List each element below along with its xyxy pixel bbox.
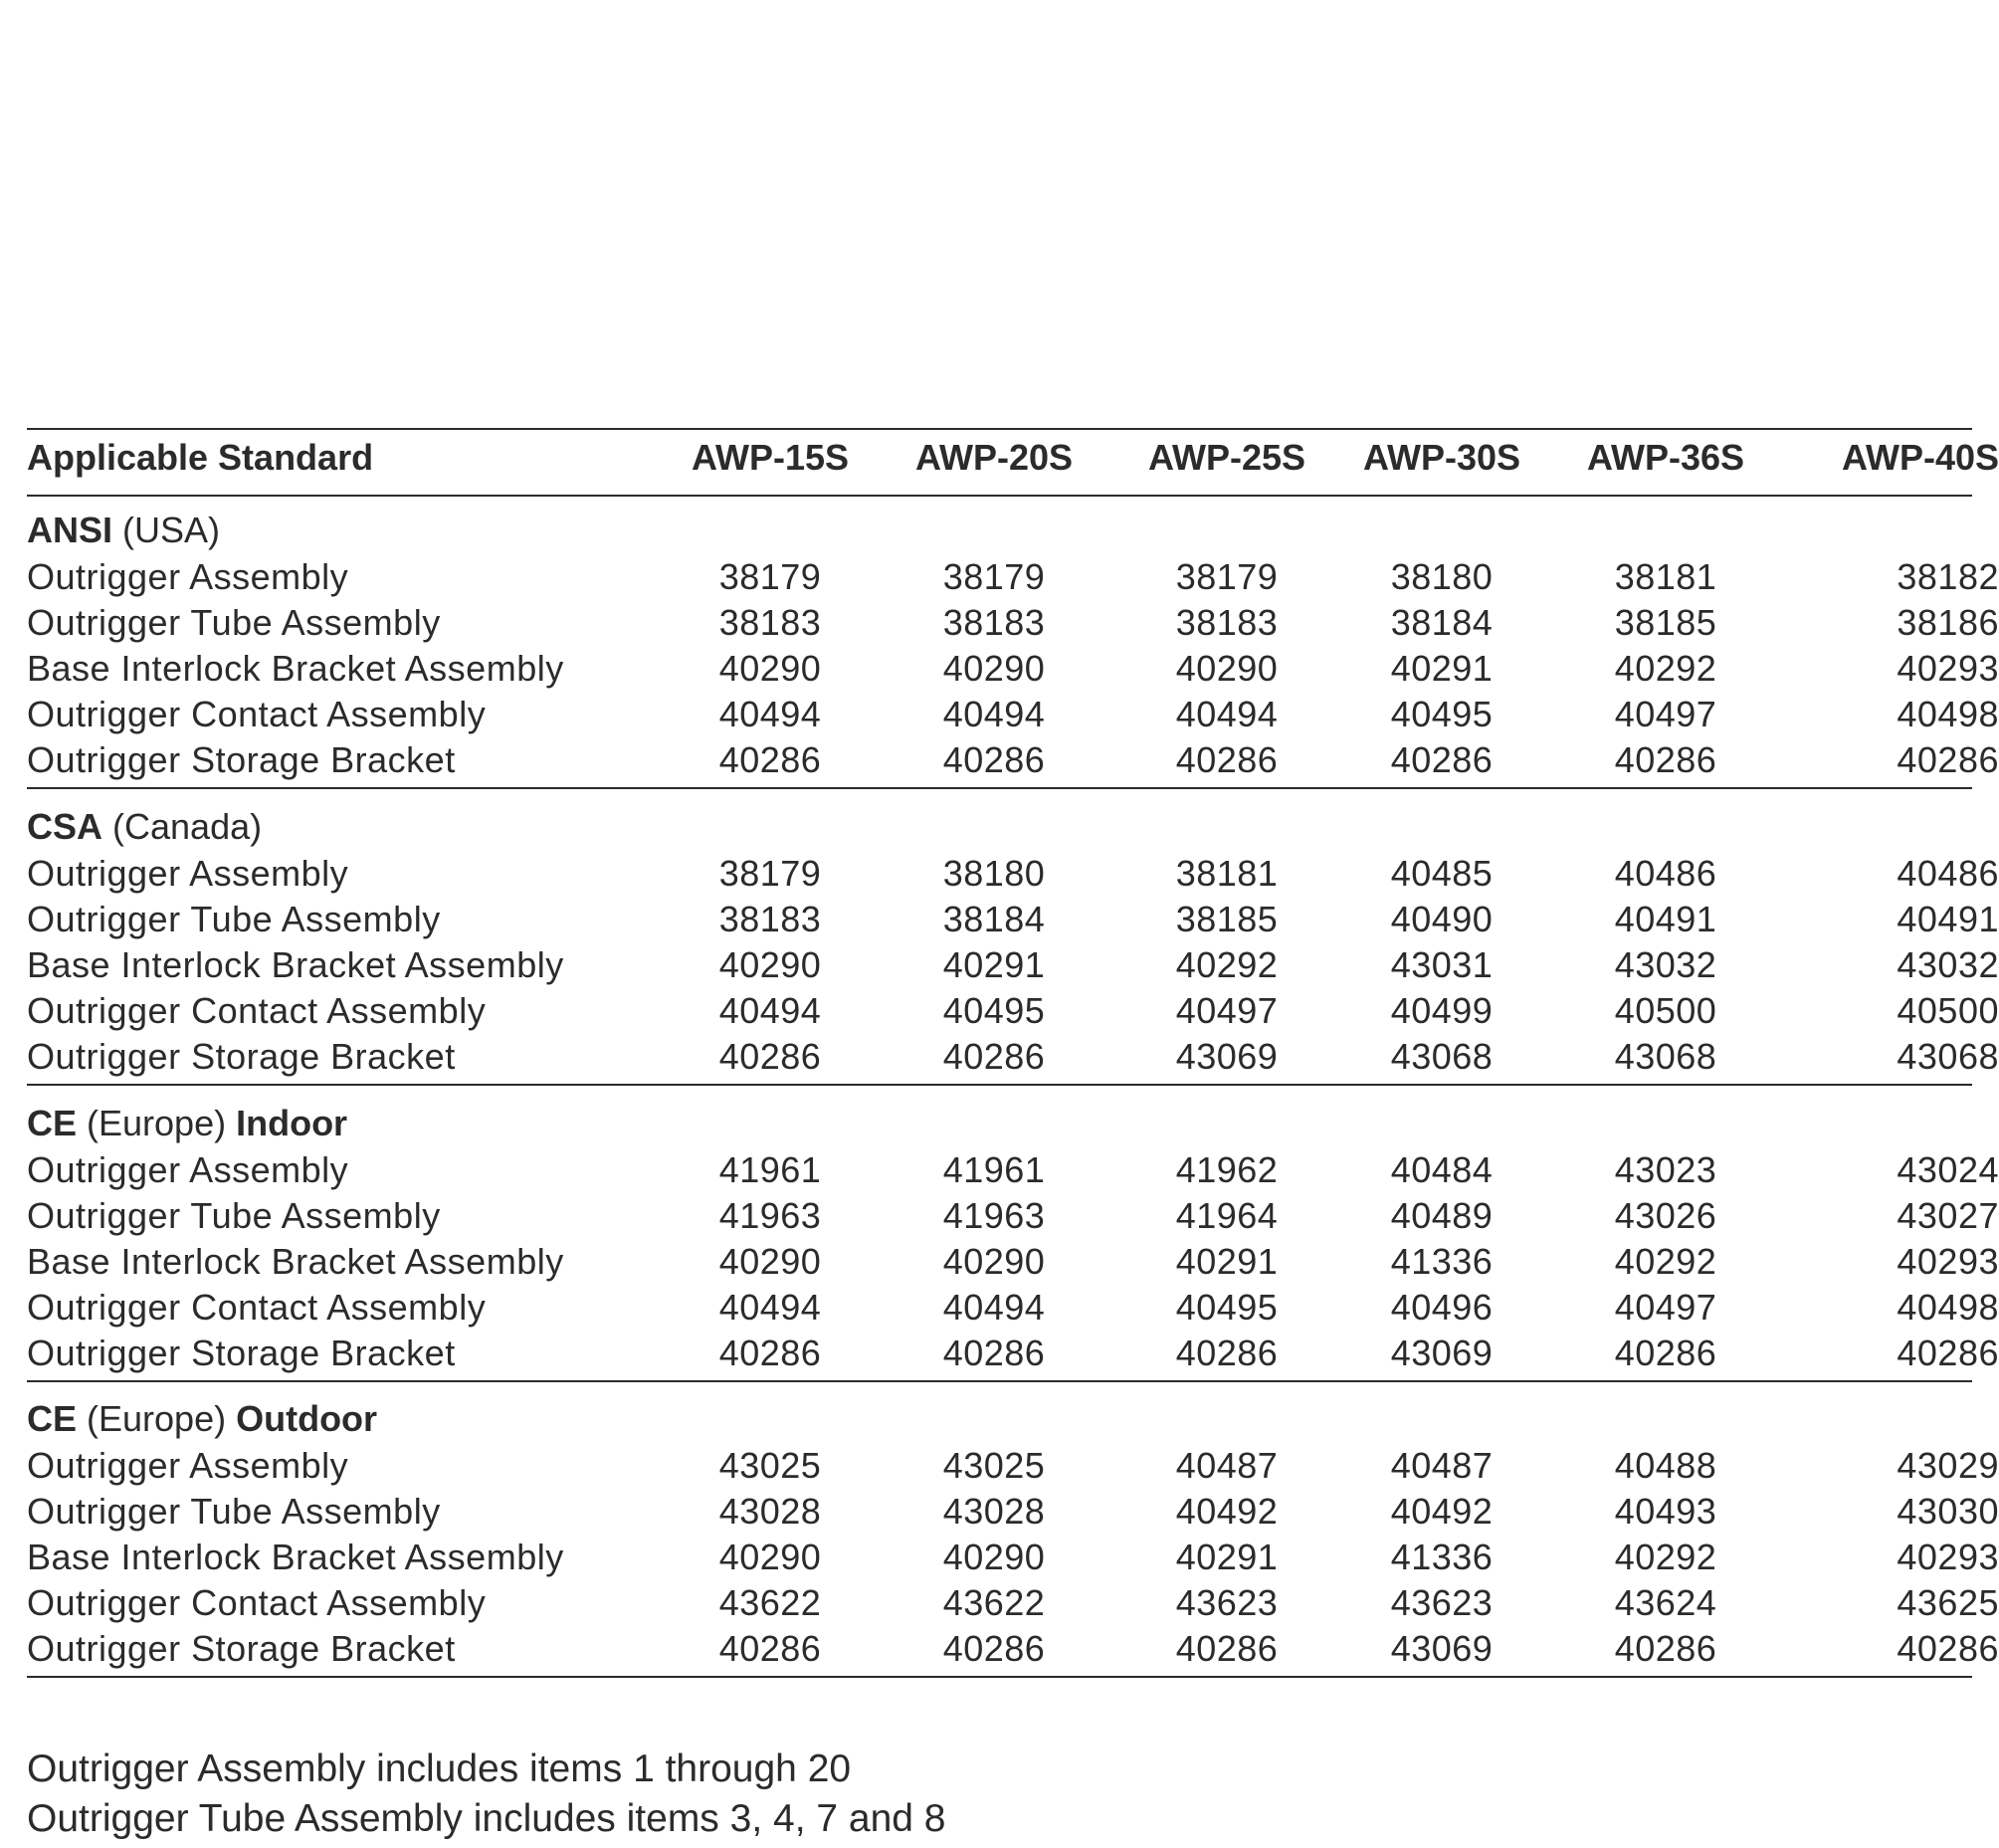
header-bottom-rule — [27, 495, 1972, 497]
part-number-cell: 40500 — [1897, 990, 1999, 1031]
table-row — [27, 648, 1999, 697]
part-number-cell: 40292 — [1614, 648, 1717, 689]
table-row — [27, 944, 1999, 993]
part-number-cell: 40292 — [1175, 944, 1279, 985]
row-label: Outrigger Contact Assembly — [27, 694, 487, 734]
part-number-cell: 40494 — [942, 1287, 1046, 1328]
row-label: Base Interlock Bracket Assembly — [27, 944, 564, 985]
part-number-cell: 40492 — [1390, 1491, 1494, 1532]
section-bottom-rule — [27, 1676, 1972, 1678]
part-number-cell: 43030 — [1897, 1491, 1999, 1532]
header-model: AWP-36S — [1586, 437, 1745, 478]
table-row — [27, 990, 1999, 1039]
part-number-cell: 40488 — [1614, 1445, 1717, 1486]
part-number-cell: 43029 — [1897, 1445, 1999, 1486]
header-model: AWP-30S — [1362, 437, 1521, 478]
part-number-cell: 43032 — [1897, 944, 1999, 985]
part-number-cell: 43069 — [1175, 1036, 1279, 1077]
part-number-cell: 43028 — [942, 1491, 1046, 1532]
part-number-cell: 40484 — [1390, 1149, 1494, 1190]
part-number-cell: 40486 — [1614, 853, 1717, 894]
part-number-cell: 43031 — [1390, 944, 1494, 985]
part-number-cell: 40290 — [1175, 648, 1279, 689]
part-number-cell: 41964 — [1175, 1195, 1279, 1236]
section-title — [27, 1398, 378, 1439]
part-number-cell: 38179 — [718, 853, 822, 894]
row-label: Outrigger Tube Assembly — [27, 602, 441, 643]
part-number-cell: 40286 — [1175, 1628, 1279, 1669]
part-number-cell: 43032 — [1614, 944, 1717, 985]
section-standard-name: ANSI — [27, 510, 113, 550]
part-number-cell: 43028 — [718, 1491, 822, 1532]
part-number-cell: 41962 — [1175, 1149, 1279, 1190]
part-number-cell: 41961 — [942, 1149, 1046, 1190]
table-row — [27, 853, 1999, 902]
part-number-cell: 41336 — [1390, 1241, 1494, 1282]
part-number-cell: 40494 — [942, 694, 1046, 734]
part-number-cell: 40286 — [718, 1333, 822, 1373]
part-number-cell: 40495 — [942, 990, 1046, 1031]
row-label: Outrigger Contact Assembly — [27, 1582, 487, 1623]
part-number-cell: 40493 — [1614, 1491, 1717, 1532]
note-line: Outrigger Assembly includes items 1 through 20 — [27, 1747, 852, 1790]
header-model: AWP-40S — [1841, 437, 1999, 478]
section-region: (USA) — [112, 510, 221, 550]
table-row — [27, 602, 1999, 651]
part-number-cell: 40494 — [718, 990, 822, 1031]
row-label: Outrigger Assembly — [27, 1149, 349, 1190]
part-number-cell: 41961 — [718, 1149, 822, 1190]
part-number-cell: 38185 — [1614, 602, 1717, 643]
row-label: Outrigger Contact Assembly — [27, 1287, 487, 1328]
part-number-cell: 43622 — [942, 1582, 1046, 1623]
part-number-cell: 40291 — [942, 944, 1046, 985]
part-number-cell: 40286 — [1175, 1333, 1279, 1373]
part-number-cell: 40293 — [1897, 1241, 1999, 1282]
part-number-cell: 40290 — [942, 1241, 1046, 1282]
part-number-cell: 40286 — [942, 1628, 1046, 1669]
part-number-cell: 40487 — [1175, 1445, 1279, 1486]
part-number-cell: 40286 — [1897, 1333, 1999, 1373]
row-label: Outrigger Assembly — [27, 556, 349, 597]
section-standard-name: CE — [27, 1398, 78, 1439]
part-number-cell: 43624 — [1614, 1582, 1717, 1623]
part-number-cell: 43025 — [718, 1445, 822, 1486]
part-number-cell: 38179 — [718, 556, 822, 597]
section-standard-name: CE — [27, 1103, 78, 1143]
part-number-cell: 40497 — [1175, 990, 1279, 1031]
part-number-cell: 40290 — [942, 648, 1046, 689]
table-row — [27, 1628, 1999, 1677]
part-number-cell: 40495 — [1390, 694, 1494, 734]
section-title — [27, 1103, 348, 1143]
row-label: Base Interlock Bracket Assembly — [27, 1241, 564, 1282]
part-number-cell: 40494 — [718, 1287, 822, 1328]
part-number-cell: 40290 — [718, 1241, 822, 1282]
section-bottom-rule — [27, 1084, 1972, 1086]
part-number-cell: 40485 — [1390, 853, 1494, 894]
section-environment: Indoor — [236, 1103, 348, 1143]
row-label: Base Interlock Bracket Assembly — [27, 648, 564, 689]
part-number-cell: 40490 — [1390, 899, 1494, 939]
part-number-cell: 40290 — [718, 1537, 822, 1577]
row-label: Outrigger Storage Bracket — [27, 739, 456, 780]
header-model: AWP-25S — [1147, 437, 1306, 478]
table-row — [27, 899, 1999, 947]
part-number-cell: 40500 — [1614, 990, 1717, 1031]
part-number-cell: 41963 — [718, 1195, 822, 1236]
part-number-cell: 43068 — [1390, 1036, 1494, 1077]
part-number-cell: 38183 — [942, 602, 1046, 643]
part-number-cell: 41963 — [942, 1195, 1046, 1236]
note-line: Outrigger Tube Assembly includes items 3, 4, 7 and 8 — [27, 1797, 946, 1840]
part-number-cell: 40495 — [1175, 1287, 1279, 1328]
part-number-cell: 40290 — [718, 944, 822, 985]
table-row — [27, 1149, 1999, 1198]
part-number-cell: 40286 — [942, 1333, 1046, 1373]
part-number-cell: 40497 — [1614, 1287, 1717, 1328]
part-number-cell: 40286 — [1614, 739, 1717, 780]
table-header-row — [27, 437, 1999, 490]
part-number-cell: 40286 — [1897, 1628, 1999, 1669]
part-number-cell: 40492 — [1175, 1491, 1279, 1532]
part-number-cell: 41336 — [1390, 1537, 1494, 1577]
table-row — [27, 739, 1999, 788]
header-model: AWP-20S — [914, 437, 1074, 478]
part-number-cell: 40291 — [1390, 648, 1494, 689]
part-number-cell: 40290 — [718, 648, 822, 689]
part-number-cell: 40293 — [1897, 1537, 1999, 1577]
section-bottom-rule — [27, 1380, 1972, 1382]
part-number-cell: 38180 — [942, 853, 1046, 894]
section-title — [27, 806, 263, 847]
section-standard-name: CSA — [27, 806, 103, 847]
part-number-cell: 40499 — [1390, 990, 1494, 1031]
part-number-cell: 43625 — [1897, 1582, 1999, 1623]
part-number-cell: 40286 — [1614, 1628, 1717, 1669]
part-number-cell: 40498 — [1897, 1287, 1999, 1328]
row-label: Outrigger Assembly — [27, 1445, 349, 1486]
header-model: AWP-15S — [691, 437, 850, 478]
part-number-cell: 38184 — [942, 899, 1046, 939]
part-number-cell: 40286 — [718, 1036, 822, 1077]
part-number-cell: 43026 — [1614, 1195, 1717, 1236]
part-number-cell: 40491 — [1897, 899, 1999, 939]
section-bottom-rule — [27, 787, 1972, 789]
table-row — [27, 1333, 1999, 1381]
table-row — [27, 694, 1999, 742]
row-label: Base Interlock Bracket Assembly — [27, 1537, 564, 1577]
part-number-cell: 40286 — [1390, 739, 1494, 780]
table-row — [27, 1582, 1999, 1631]
part-number-cell: 38186 — [1897, 602, 1999, 643]
part-number-cell: 43623 — [1175, 1582, 1279, 1623]
table-row — [27, 1195, 1999, 1244]
part-number-cell: 38183 — [718, 899, 822, 939]
part-number-cell: 40496 — [1390, 1287, 1494, 1328]
part-number-cell: 40486 — [1897, 853, 1999, 894]
part-number-cell: 43024 — [1897, 1149, 1999, 1190]
row-label: Outrigger Tube Assembly — [27, 1195, 441, 1236]
part-number-cell: 40293 — [1897, 648, 1999, 689]
table-top-rule — [27, 428, 1972, 430]
part-number-cell: 38182 — [1897, 556, 1999, 597]
table-row — [27, 1241, 1999, 1290]
section-region: (Canada) — [102, 806, 263, 847]
part-number-cell: 43069 — [1390, 1628, 1494, 1669]
part-number-cell: 38179 — [1175, 556, 1279, 597]
row-label: Outrigger Contact Assembly — [27, 990, 487, 1031]
part-number-cell: 40286 — [1175, 739, 1279, 780]
part-number-cell: 43068 — [1614, 1036, 1717, 1077]
part-number-cell: 38184 — [1390, 602, 1494, 643]
table-row — [27, 556, 1999, 605]
row-label: Outrigger Storage Bracket — [27, 1333, 456, 1373]
part-number-cell: 40286 — [718, 739, 822, 780]
part-number-cell: 40489 — [1390, 1195, 1494, 1236]
part-number-cell: 40291 — [1175, 1241, 1279, 1282]
part-number-cell: 40491 — [1614, 899, 1717, 939]
table-row — [27, 1036, 1999, 1085]
section-environment: Outdoor — [236, 1398, 378, 1439]
row-label: Outrigger Tube Assembly — [27, 899, 441, 939]
part-number-cell: 43025 — [942, 1445, 1046, 1486]
part-number-cell: 38180 — [1390, 556, 1494, 597]
table-row — [27, 1445, 1999, 1494]
part-number-cell: 40487 — [1390, 1445, 1494, 1486]
part-number-cell: 38181 — [1175, 853, 1279, 894]
row-label: Outrigger Storage Bracket — [27, 1628, 456, 1669]
part-number-cell: 40290 — [942, 1537, 1046, 1577]
part-number-cell: 43069 — [1390, 1333, 1494, 1373]
row-label: Outrigger Assembly — [27, 853, 349, 894]
section-region: (Europe) — [77, 1103, 237, 1143]
part-number-cell: 43622 — [718, 1582, 822, 1623]
row-label: Outrigger Tube Assembly — [27, 1491, 441, 1532]
row-label: Outrigger Storage Bracket — [27, 1036, 456, 1077]
part-number-cell: 40494 — [1175, 694, 1279, 734]
part-number-cell: 40286 — [1614, 1333, 1717, 1373]
header-applicable-standard: Applicable Standard — [27, 437, 374, 478]
part-number-cell: 40498 — [1897, 694, 1999, 734]
part-number-cell: 40286 — [1897, 739, 1999, 780]
part-number-cell: 38179 — [942, 556, 1046, 597]
part-number-cell: 38183 — [718, 602, 822, 643]
part-number-cell: 43068 — [1897, 1036, 1999, 1077]
part-number-cell: 43027 — [1897, 1195, 1999, 1236]
part-number-cell: 40286 — [942, 739, 1046, 780]
part-number-cell: 40291 — [1175, 1537, 1279, 1577]
table-row — [27, 1287, 1999, 1335]
section-region: (Europe) — [77, 1398, 237, 1439]
part-number-cell: 43023 — [1614, 1149, 1717, 1190]
part-number-cell: 38185 — [1175, 899, 1279, 939]
part-number-cell: 40292 — [1614, 1537, 1717, 1577]
part-number-cell: 38183 — [1175, 602, 1279, 643]
part-number-cell: 43623 — [1390, 1582, 1494, 1623]
table-row — [27, 1537, 1999, 1585]
table-row — [27, 1491, 1999, 1540]
part-number-cell: 40494 — [718, 694, 822, 734]
section-title — [27, 510, 221, 550]
part-number-cell: 38181 — [1614, 556, 1717, 597]
part-number-cell: 40497 — [1614, 694, 1717, 734]
part-number-cell: 40292 — [1614, 1241, 1717, 1282]
part-number-cell: 40286 — [942, 1036, 1046, 1077]
part-number-cell: 40286 — [718, 1628, 822, 1669]
